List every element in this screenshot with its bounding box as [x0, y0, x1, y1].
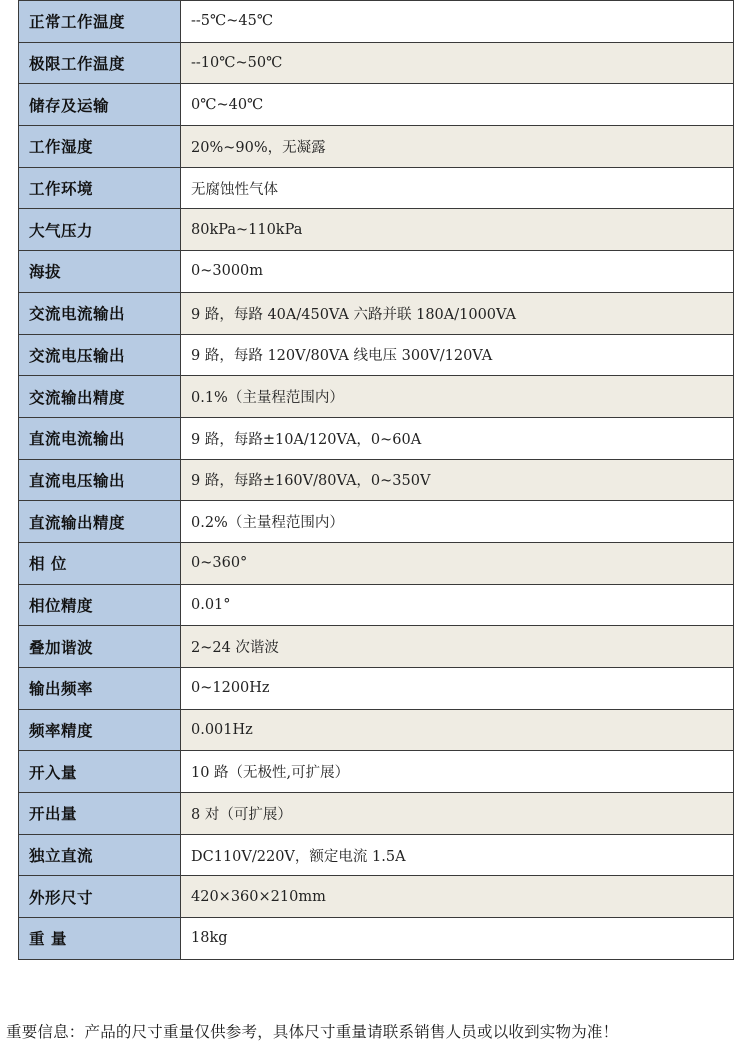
- spec-value: 0.01°: [181, 584, 734, 626]
- spec-value: 8 对（可扩展）: [181, 793, 734, 835]
- spec-label: 交流输出精度: [19, 376, 181, 418]
- spec-label: 重 量: [19, 918, 181, 960]
- spec-value: 9 路，每路±10A/120VA，0~60A: [181, 417, 734, 459]
- spec-label: 独立直流: [19, 834, 181, 876]
- spec-row: [19, 876, 734, 918]
- spec-value: 0.001Hz: [181, 709, 734, 751]
- spec-row: [19, 542, 734, 584]
- spec-label: 极限工作温度: [19, 42, 181, 84]
- spec-label: 频率精度: [19, 709, 181, 751]
- spec-row: [19, 626, 734, 668]
- spec-label: 海拔: [19, 251, 181, 293]
- spec-value: 0℃~40℃: [181, 84, 734, 126]
- spec-label: 相位精度: [19, 584, 181, 626]
- spec-label: 大气压力: [19, 209, 181, 251]
- spec-label: 交流电压输出: [19, 334, 181, 376]
- spec-row: [19, 709, 734, 751]
- spec-table: [18, 0, 734, 960]
- spec-label: 开入量: [19, 751, 181, 793]
- disclaimer-note: 重要信息：产品的尺寸重量仅供参考，具体尺寸重量请联系销售人员或以收到实物为准！: [6, 1023, 619, 1041]
- spec-value: 20%~90%，无凝露: [181, 126, 734, 168]
- spec-value: 9 路，每路±160V/80VA，0~350V: [181, 459, 734, 501]
- spec-row: [19, 84, 734, 126]
- spec-row: [19, 376, 734, 418]
- spec-row: [19, 42, 734, 84]
- spec-label: 开出量: [19, 793, 181, 835]
- spec-value: --5℃~45℃: [181, 1, 734, 43]
- spec-value: 无腐蚀性气体: [181, 167, 734, 209]
- spec-value: 80kPa~110kPa: [181, 209, 734, 251]
- spec-label: 正常工作温度: [19, 1, 181, 43]
- spec-label: 直流输出精度: [19, 501, 181, 543]
- spec-value: 0.1%（主量程范围内）: [181, 376, 734, 418]
- spec-row: [19, 459, 734, 501]
- spec-value: --10℃~50℃: [181, 42, 734, 84]
- spec-label: 工作环境: [19, 167, 181, 209]
- spec-row: [19, 334, 734, 376]
- spec-row: [19, 251, 734, 293]
- spec-label: 工作湿度: [19, 126, 181, 168]
- spec-row: [19, 793, 734, 835]
- spec-row: [19, 668, 734, 710]
- spec-label: 叠加谐波: [19, 626, 181, 668]
- spec-value: 2~24 次谐波: [181, 626, 734, 668]
- spec-row: [19, 417, 734, 459]
- spec-label: 输出频率: [19, 668, 181, 710]
- spec-label: 直流电流输出: [19, 417, 181, 459]
- spec-label: 交流电流输出: [19, 292, 181, 334]
- spec-row: [19, 167, 734, 209]
- spec-row: [19, 292, 734, 334]
- spec-value: DC110V/220V，额定电流 1.5A: [181, 834, 734, 876]
- spec-value: 9 路，每路 120V/80VA 线电压 300V/120VA: [181, 334, 734, 376]
- spec-value: 10 路（无极性,可扩展）: [181, 751, 734, 793]
- spec-label: 相 位: [19, 542, 181, 584]
- spec-label: 直流电压输出: [19, 459, 181, 501]
- spec-value: 0~360°: [181, 542, 734, 584]
- spec-value: 9 路，每路 40A/450VA 六路并联 180A/1000VA: [181, 292, 734, 334]
- spec-label: 外形尺寸: [19, 876, 181, 918]
- spec-row: [19, 918, 734, 960]
- spec-row: [19, 1, 734, 43]
- spec-value: 18kg: [181, 918, 734, 960]
- spec-row: [19, 209, 734, 251]
- spec-row: [19, 584, 734, 626]
- spec-value: 420×360×210mm: [181, 876, 734, 918]
- spec-value: 0.2%（主量程范围内）: [181, 501, 734, 543]
- spec-table-body: [19, 1, 734, 960]
- spec-value: 0~1200Hz: [181, 668, 734, 710]
- spec-value: 0~3000m: [181, 251, 734, 293]
- spec-row: [19, 501, 734, 543]
- spec-row: [19, 126, 734, 168]
- spec-row: [19, 751, 734, 793]
- spec-row: [19, 834, 734, 876]
- spec-label: 储存及运输: [19, 84, 181, 126]
